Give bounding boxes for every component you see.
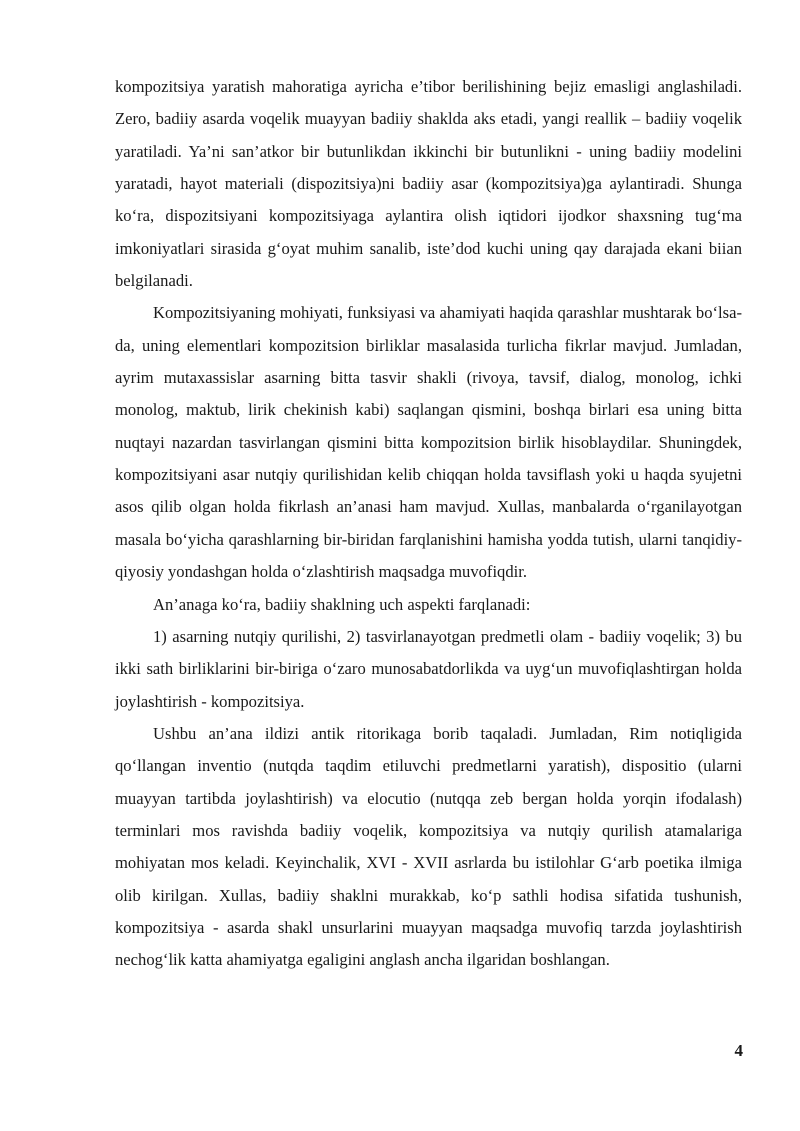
paragraph-composition-views: Kompozitsiyaning mohiyati, funksiyasi va ahamiyati haqida qarashlar mushtarak bo‘lsa-da, uning elementlari kompozitsion birliklar masalasida turlicha fikrlar mavjud. Jumladan, ayrim mutaxassislar asarning bitta tasvir shakli (rivoya, tavsif, dialog, monolog, ichki monolog, maktub, lirik chekinish kabi) saqlangan qismini, boshqa birlari esa uning bitta nuqtayi nazardan tasvirlangan qismini bitta kompozitsion birlik hisoblaydilar. Shuningdek, kompozitsiyani asar nutqiy qurilishidan kelib chiqqan holda tavsiflash yoki u haqda syujetni asos qilib olgan holda fikrlash an’anasi ham mavjud. Xullas, manbalarda o‘rganilayotgan masala bo‘yicha qarashlarning bir-biridan farqlanishini hamisha yodda tutish, ularni tanqidiy-qiyosiy yondashgan holda o‘zlashtirish maqsadga muvofiqdir.	[115, 303, 742, 582]
paragraph-rhetoric-origins: Ushbu an’ana ildizi antik ritorikaga borib taqaladi. Jumladan, Rim notiqligida qo‘llangan inventio (nutqda taqdim etiluvchi predmetlarni yaratish), dispositio (ularni muayyan tartibda joylashtirish) va elocutio (nutqqa zeb bergan holda yorqin ifodalash) terminlari mos ravishda badiiy voqelik, kompozitsiya va nutqiy qurilish atamalariga mohiyatan mos keladi. Keyinchalik, XVI - XVII asrlarda bu istilohlar G‘arb poetika ilmiga olib kirilgan. Xullas, badiiy shaklni murakkab, ko‘p sathli hodisa sifatida tushunish, kompozitsiya - asarda shakl unsurlarini muayyan maqsadga muvofiq tarzda joylashtirish nechog‘lik katta ahamiyatga egaligini anglash ancha ilgaridan boshlangan.	[115, 723, 742, 970]
page-number: 4	[734, 1041, 743, 1060]
paragraph-three-aspects-intro: An’anaga ko‘ra, badiiy shaklning uch aspekti farqlanadi:	[153, 594, 531, 614]
paragraph-continuation: kompozitsiya yaratish mahoratiga ayricha e’tibor berilishining bejiz emasligi anglashiladi. Zero, badiiy asarda voqelik muayyan badiiy shaklda aks etadi, yangi reallik – badiiy voqelik yaratiladi. Ya’ni san’atkor bir butunlikdan ikkinchi bir butunlikni - uning badiiy modelini yaratadi, hayot materiali (dispozitsiya)ni badiiy asar (kompozitsiya)ga aylantiradi. Shunga ko‘ra, dispozitsiyani kompozitsiyaga aylantira olish iqtidori ijodkor shaxsning tug‘ma imkoniyatlari sirasida g‘oyat muhim sanalib, iste’dod kuchi uning qay darajada ekani biian belgilanadi.	[115, 77, 742, 291]
document-body	[115, 71, 742, 977]
paragraph-three-aspects-list: 1) asarning nutqiy qurilishi, 2) tasvirlanayotgan predmetli olam - badiiy voqelik; 3) bu ikki sath birliklarini bir-biriga o‘zaro munosabatdorlikda va uyg‘un muvofiqlashtirgan holda joylashtirish - kompozitsiya.	[115, 626, 742, 711]
